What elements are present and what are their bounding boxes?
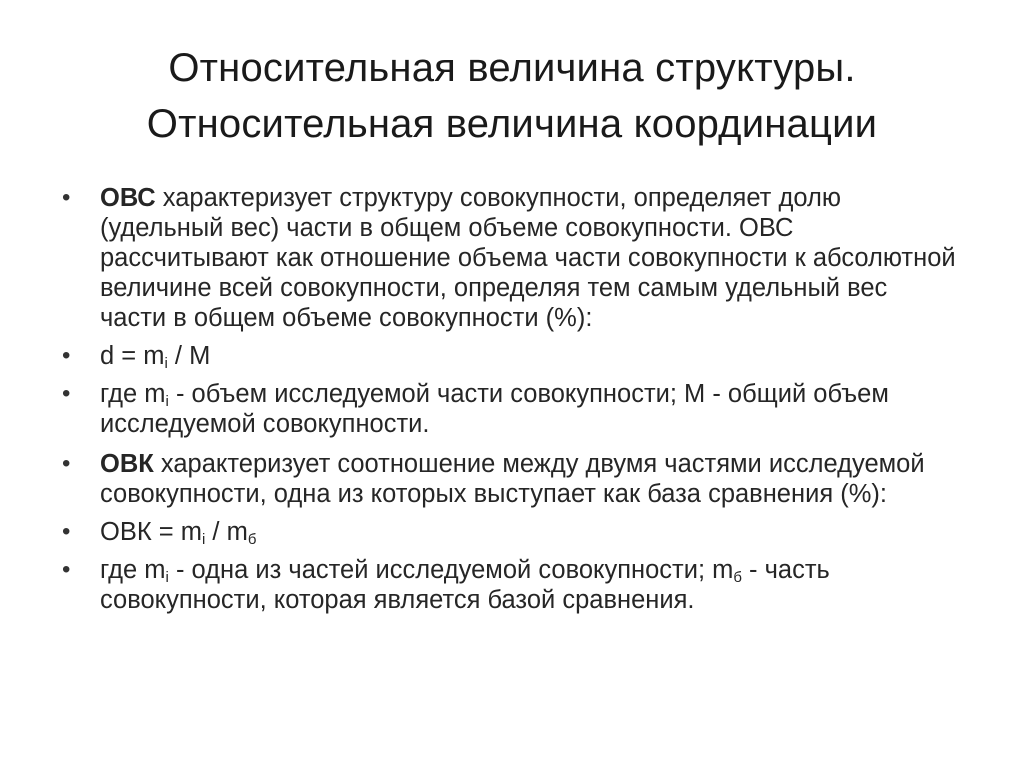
bullet-icon: • xyxy=(62,380,71,407)
explanation-subscript: б xyxy=(733,569,742,586)
explanation-text: - одна из частей исследуемой совокупности; m xyxy=(168,556,734,584)
formula-subscript: б xyxy=(247,531,257,548)
list-item-formula-d xyxy=(60,341,960,371)
formula-text: / m xyxy=(205,518,248,546)
title-line-1: Относительная величина структуры. xyxy=(168,46,856,90)
formula-subscript: i xyxy=(202,531,206,548)
bullet-icon: • xyxy=(62,518,71,545)
bullet-icon: • xyxy=(62,342,71,369)
list-item-ovk-definition xyxy=(60,449,960,509)
bullet-icon: • xyxy=(62,556,71,583)
definition-text: характеризует структуру совокупности, определяет долю (удельный вес) части в общем объеме совокупности. ОВС рассчитывают как отношение объема части совокупности к абсолютной величине всей совокупности, определяя тем самым удельный вес части в общем объеме совокупности (%): xyxy=(100,184,956,332)
explanation-text: - часть совокупности, которая является базой сравнения. xyxy=(100,556,830,614)
term-ovk: ОВК xyxy=(100,450,154,478)
slide-title xyxy=(60,40,964,152)
explanation-text: где m xyxy=(100,380,166,408)
list-item-ovs-definition xyxy=(60,183,960,333)
list-item-formula-d-explanation xyxy=(60,379,960,439)
explanation-text: - объем исследуемой части совокупности; M - общий объем исследуемой совокупности. xyxy=(100,380,889,438)
list-item-formula-ovk xyxy=(60,517,960,547)
explanation-subscript: i xyxy=(165,393,169,410)
bullet-icon: • xyxy=(62,184,71,211)
bullet-icon: • xyxy=(62,450,71,477)
formula-subscript: i xyxy=(164,355,168,372)
list-item-formula-ovk-explanation xyxy=(60,555,960,615)
bullet-list xyxy=(60,183,960,623)
explanation-text: где m xyxy=(100,556,166,584)
title-line-2: Относительная величина координации xyxy=(146,102,878,146)
definition-text: характеризует соотношение между двумя частями исследуемой совокупности, одна из которых выступает как база сравнения (%): xyxy=(100,450,925,508)
formula-text: ОВК = m xyxy=(100,518,202,546)
term-ovs: ОВС xyxy=(100,184,156,212)
formula-text: / M xyxy=(167,342,211,370)
formula-text: d = m xyxy=(100,342,165,370)
explanation-subscript: i xyxy=(165,569,169,586)
